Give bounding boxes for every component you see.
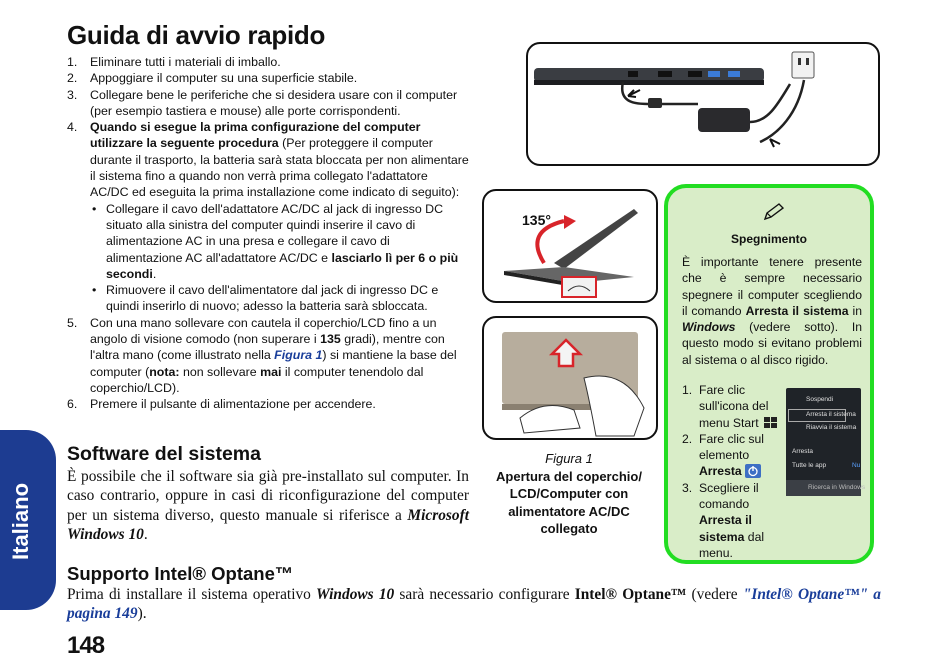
step-number: 4. bbox=[67, 120, 78, 135]
note-step-2 bbox=[682, 431, 786, 480]
step-text: Appoggiare il computer su una superficie stabile. bbox=[90, 71, 358, 86]
step-6 bbox=[67, 396, 469, 412]
note-step-1 bbox=[682, 382, 786, 431]
bullet-text: Collegare il cavo dell'adattatore AC/DC al jack di ingresso DC situato alla sinistra del computer quindi inserire il cavo di alimentazione AC in una presa e collegare il cavo di alimentazione AC all'adattatore AC/DC e bbox=[106, 201, 444, 265]
note-step-text: Fare clic sul elemento bbox=[699, 431, 765, 463]
software-text-end: . bbox=[143, 525, 148, 543]
lift-lid-image bbox=[482, 316, 658, 440]
figure-caption bbox=[478, 450, 660, 538]
step-text: non sollevare bbox=[179, 364, 261, 379]
page-number: 148 bbox=[67, 632, 105, 659]
bullet-text-end: . bbox=[152, 266, 157, 281]
emphasis: mai bbox=[260, 364, 282, 379]
shutdown-note-box bbox=[664, 184, 874, 564]
lid-angle-image bbox=[482, 189, 658, 303]
windows-start-icon bbox=[764, 417, 778, 429]
step-number: 2. bbox=[682, 431, 693, 446]
menu-item-sleep: Sospendi bbox=[806, 396, 834, 403]
optane-text: Prima di installare il sistema operativo bbox=[67, 586, 317, 603]
note-step-text: Scegliere il comando bbox=[699, 480, 759, 512]
note-text: È importante tenere presente che è sempre necessario spegnere il computer scegliendo il comando bbox=[682, 255, 862, 318]
note-title: Spegnimento bbox=[730, 232, 807, 246]
setup-steps bbox=[67, 54, 469, 413]
note-steps bbox=[682, 382, 786, 561]
note-text: in bbox=[848, 303, 862, 318]
step-number: 1. bbox=[67, 55, 78, 69]
menu-item-power: Arresta bbox=[792, 448, 813, 455]
step-number: 1. bbox=[682, 383, 693, 397]
note-step-text: Fare clic sull'icona del menu Start bbox=[699, 383, 769, 430]
search-placeholder: Ricerca in Windows bbox=[808, 484, 866, 491]
bullet-dot: • bbox=[92, 201, 97, 216]
note-bold: Arresta il sistema bbox=[745, 303, 849, 318]
pencil-icon bbox=[762, 202, 786, 222]
note-step-bold: Arresta il sistema bbox=[699, 513, 752, 544]
software-heading: Software del sistema bbox=[67, 443, 261, 465]
note-text-end: (vedere sotto). In questo modo si evitano problemi al sistema o al disco rigido. bbox=[682, 320, 862, 367]
bullet-item bbox=[90, 201, 469, 282]
step-text: Con una mano sollevare con cautela il coperchio/LCD fino a un angolo di visione comodo (non superare i bbox=[90, 315, 437, 347]
software-paragraph bbox=[67, 467, 469, 544]
figure-link[interactable]: Figura 1 bbox=[274, 348, 323, 363]
step-text: gradi), mentre con l'altra mano (come illustrato nella bbox=[90, 332, 445, 363]
step-3 bbox=[67, 87, 469, 120]
page-title: Guida di avvio rapido bbox=[67, 20, 326, 50]
step-text: il computer tenendolo dal coperchio/LCD). bbox=[90, 364, 424, 395]
optane-heading: Supporto Intel® Optane™ bbox=[67, 563, 294, 584]
step-text: Premere il pulsante di alimentazione per accendere. bbox=[90, 397, 376, 412]
step-text: Eliminare tutti i materiali di imballo. bbox=[90, 55, 281, 69]
step-1 bbox=[67, 54, 469, 70]
menu-item-restart: Riavvia il sistema bbox=[806, 424, 857, 431]
lift-lid-illustration bbox=[484, 318, 656, 438]
step-text: (Per proteggere il computer durante il trasporto, la batteria sarà stata bloccata per non alimentare il sistema fino a quando non verrà prima collegato l'adattatore AC/DC ed eseguita la prima installazione come indicato di seguito): bbox=[90, 136, 469, 200]
step-number: 2. bbox=[67, 71, 78, 86]
step-text: Collegare bene le periferiche che si desidera usare con il computer (per esempio tastiera e mouse) alle porte corrispondenti. bbox=[90, 87, 458, 118]
product-name: Intel® Optane™ bbox=[574, 586, 687, 603]
angle-label: 135° bbox=[522, 212, 551, 228]
bullet-text: Rimuovere il cavo dell'alimentatore dal jack di ingresso DC e quindi inserirlo di nuovo; adesso la batteria sarà sbloccata. bbox=[106, 283, 439, 314]
os-name: Microsoft Windows 10 bbox=[67, 506, 469, 543]
step-number: 3. bbox=[67, 87, 78, 102]
optane-text: (vedere bbox=[686, 586, 743, 603]
bullet-dot: • bbox=[92, 283, 97, 298]
figure-caption-title: Figura 1 bbox=[545, 451, 593, 466]
step-number: 3. bbox=[682, 480, 693, 495]
step-2 bbox=[67, 70, 469, 86]
optane-page-link[interactable]: "Intel® Optane™" a pagina 149 bbox=[67, 586, 881, 623]
optane-paragraph bbox=[67, 585, 881, 624]
note-step-bold: Arresta bbox=[699, 464, 742, 479]
lid-angle-illustration bbox=[484, 191, 656, 301]
laptop-adapter-illustration bbox=[528, 44, 878, 164]
note-step-text-end: dal menu. bbox=[699, 529, 765, 560]
figure-caption-text: Apertura del coperchio/ LCD/Computer con alimentatore AC/DC collegato bbox=[496, 468, 642, 536]
optane-text: sarà necessario configurare bbox=[394, 586, 575, 603]
adapter-connection-image bbox=[526, 42, 880, 166]
step-text: ) si mantiene la base del computer ( bbox=[90, 348, 457, 379]
bullet-bold: lasciarlo lì per 6 o più secondi bbox=[106, 250, 459, 281]
menu-item-shutdown: Arresta il sistema bbox=[806, 411, 856, 418]
note-step-3 bbox=[682, 480, 786, 561]
note-body bbox=[682, 254, 862, 368]
start-menu-screenshot bbox=[786, 388, 866, 496]
menu-item-new: Nu bbox=[852, 462, 861, 469]
os-name: Windows 10 bbox=[316, 586, 395, 603]
power-icon bbox=[745, 464, 761, 478]
step-number: 5. bbox=[67, 315, 78, 330]
step-4 bbox=[67, 119, 469, 315]
step-5 bbox=[67, 315, 469, 396]
step-bold-text: Quando si esegue la prima configurazione del computer utilizzare la seguente procedura bbox=[90, 120, 421, 151]
step-number: 6. bbox=[67, 397, 78, 412]
note-os: Windows bbox=[682, 320, 736, 335]
bullet-item bbox=[90, 282, 469, 315]
software-text: È possibile che il software sia già pre-installato sul computer. In caso contrario, oppure in casi di riconfigurazione del computer per un sistema diverso, questo manuale si riferisce a bbox=[67, 468, 469, 524]
menu-item-all-apps: Tutte le app bbox=[792, 462, 827, 469]
side-tab-label: Italiano bbox=[8, 482, 33, 560]
note-label: nota: bbox=[149, 364, 180, 379]
angle-value: 135 bbox=[320, 332, 341, 347]
optane-text-end: ). bbox=[137, 605, 147, 623]
